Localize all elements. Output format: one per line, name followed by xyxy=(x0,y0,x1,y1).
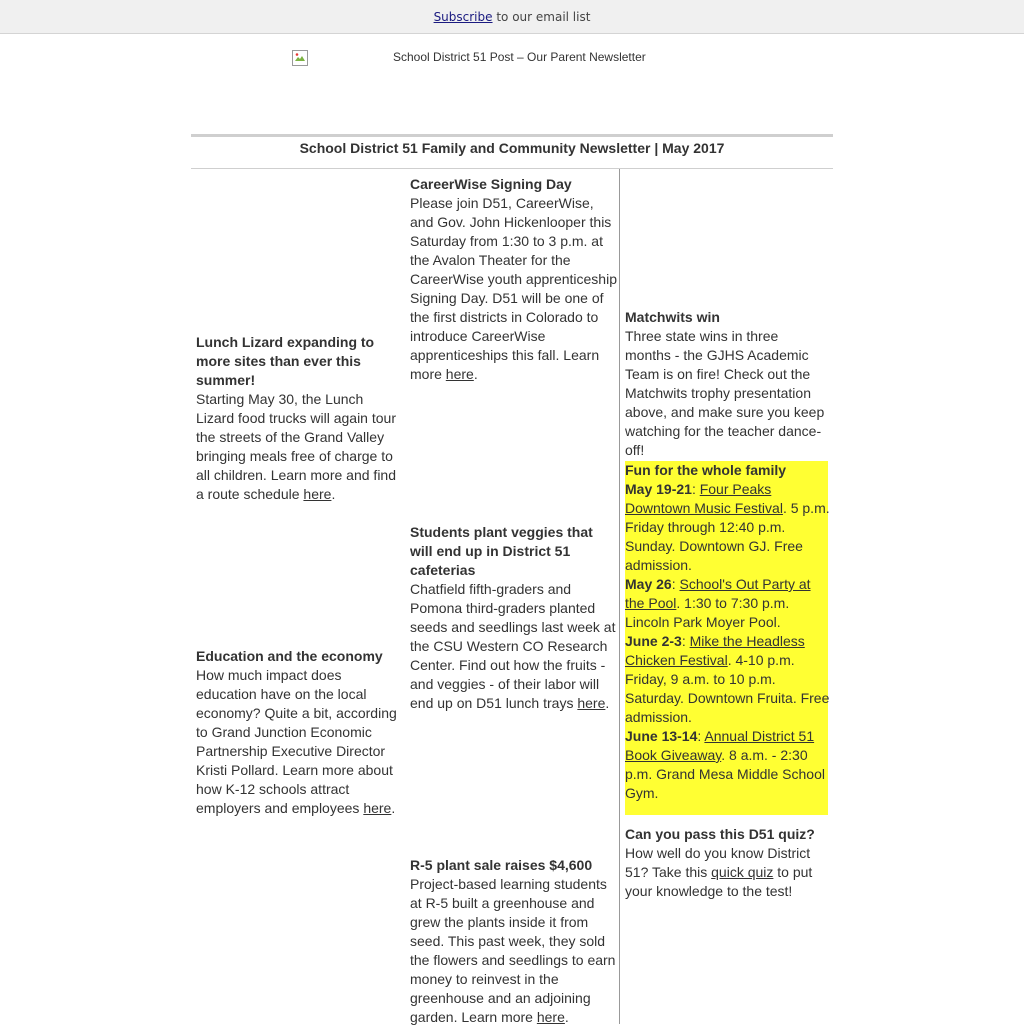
article-body: How well do you know District 51? Take this quick quiz to put your knowledge to the test! xyxy=(625,845,813,899)
article-body: Starting May 30, the Lunch Lizard food trucks will again tour the streets of the Grand Valley bringing meals free of charge to all children. Learn more and find a route schedule here. xyxy=(196,391,397,502)
newsletter-banner xyxy=(292,50,732,70)
article-title: Can you pass this D51 quiz? xyxy=(625,826,815,842)
events-title: Fun for the whole family xyxy=(625,462,787,478)
article-body: Please join D51, CareerWise, and Gov. John Hickenlooper this Saturday from 1:30 to 3 p.m. at the Avalon Theater for the CareerWise youth apprenticeship Signing Day. D51 will be one of the first districts in Colorado to introduce CareerWise apprenticeships this fall. Learn more here. xyxy=(410,195,617,382)
article-title: Education and the economy xyxy=(196,648,383,664)
divider xyxy=(191,168,833,169)
events-list xyxy=(625,461,831,803)
divider xyxy=(191,134,833,137)
article-body: How much impact does education have on the local economy? Quite a bit, according to Grand Junction Economic Partnership Executive Director Kristi Pollard. Learn more about how K-12 schools attract employers and employees here. xyxy=(196,667,397,816)
article-title: Matchwits win xyxy=(625,309,720,325)
event-item: June 2-3: Mike the Headless Chicken Festival. 4-10 p.m. Friday, 9 a.m. to 10 p.m. Saturday. Downtown Fruita. Free admission. xyxy=(625,633,830,725)
article-link[interactable]: here xyxy=(445,366,474,382)
article-matchwits xyxy=(625,308,828,460)
article-lunch-lizard xyxy=(196,333,404,504)
event-link[interactable]: Mike the Headless Chicken Festival xyxy=(625,633,805,668)
event-link[interactable]: Annual District 51 Book Giveaway xyxy=(625,728,815,763)
broken-image-icon xyxy=(292,50,308,66)
article-link[interactable]: here xyxy=(363,800,392,816)
subscribe-bar xyxy=(0,0,1024,34)
subscribe-text: to our email list xyxy=(492,10,591,24)
event-item: May 26: School's Out Party at the Pool. 1:30 to 7:30 p.m. Lincoln Park Moyer Pool. xyxy=(625,576,811,630)
article-quiz xyxy=(625,825,828,901)
article-title: R-5 plant sale raises $4,600 xyxy=(410,857,593,873)
page-title: School District 51 Family and Community Newsletter | May 2017 xyxy=(299,140,725,156)
article-body: Project-based learning students at R-5 built a greenhouse and grew the plants inside it from seed. This past week, they sold the flowers and seedlings to earn money to reinvest in the greenhouse and an adjoining garden. Learn more here. xyxy=(410,876,616,1025)
article-title: Lunch Lizard expanding to more sites than ever this summer! xyxy=(196,334,375,388)
quiz-link[interactable]: quick quiz xyxy=(711,864,774,880)
article-link[interactable]: here xyxy=(577,695,606,711)
event-link[interactable]: School's Out Party at the Pool xyxy=(625,576,811,611)
article-link[interactable]: here xyxy=(303,486,332,502)
article-body: Three state wins in three months - the GJHS Academic Team is on fire! Check out the Matchwits trophy presentation above, and make sure you keep watching for the teacher dance-off! xyxy=(625,328,825,458)
article-body: Chatfield fifth-graders and Pomona third-graders planted seeds and seedlings last week at the CSU Western CO Research Center. Find out how the fruits - and veggies - of their labor will end up on D51 lunch trays here. xyxy=(410,581,616,711)
column-divider xyxy=(619,169,620,1024)
event-item: June 13-14: Annual District 51 Book Giveaway. 8 a.m. - 2:30 p.m. Grand Mesa Middle School Gym. xyxy=(625,728,825,801)
event-item: May 19-21: Four Peaks Downtown Music Festival. 5 p.m. Friday through 12:40 p.m. Sunday. Downtown GJ. Free admission. xyxy=(625,481,830,573)
article-title: Students plant veggies that will end up in District 51 cafeterias xyxy=(410,524,593,578)
article-veggies xyxy=(410,523,618,713)
article-careerwise xyxy=(410,175,618,384)
article-plant-sale xyxy=(410,856,618,1027)
subscribe-link[interactable]: Subscribe xyxy=(433,10,493,24)
event-link[interactable]: Four Peaks Downtown Music Festival xyxy=(625,481,783,516)
article-title: CareerWise Signing Day xyxy=(410,176,572,192)
article-link[interactable]: here xyxy=(536,1009,565,1025)
article-education-economy xyxy=(196,647,404,818)
banner-alt-text: School District 51 Post – Our Parent Newsletter xyxy=(393,50,646,64)
